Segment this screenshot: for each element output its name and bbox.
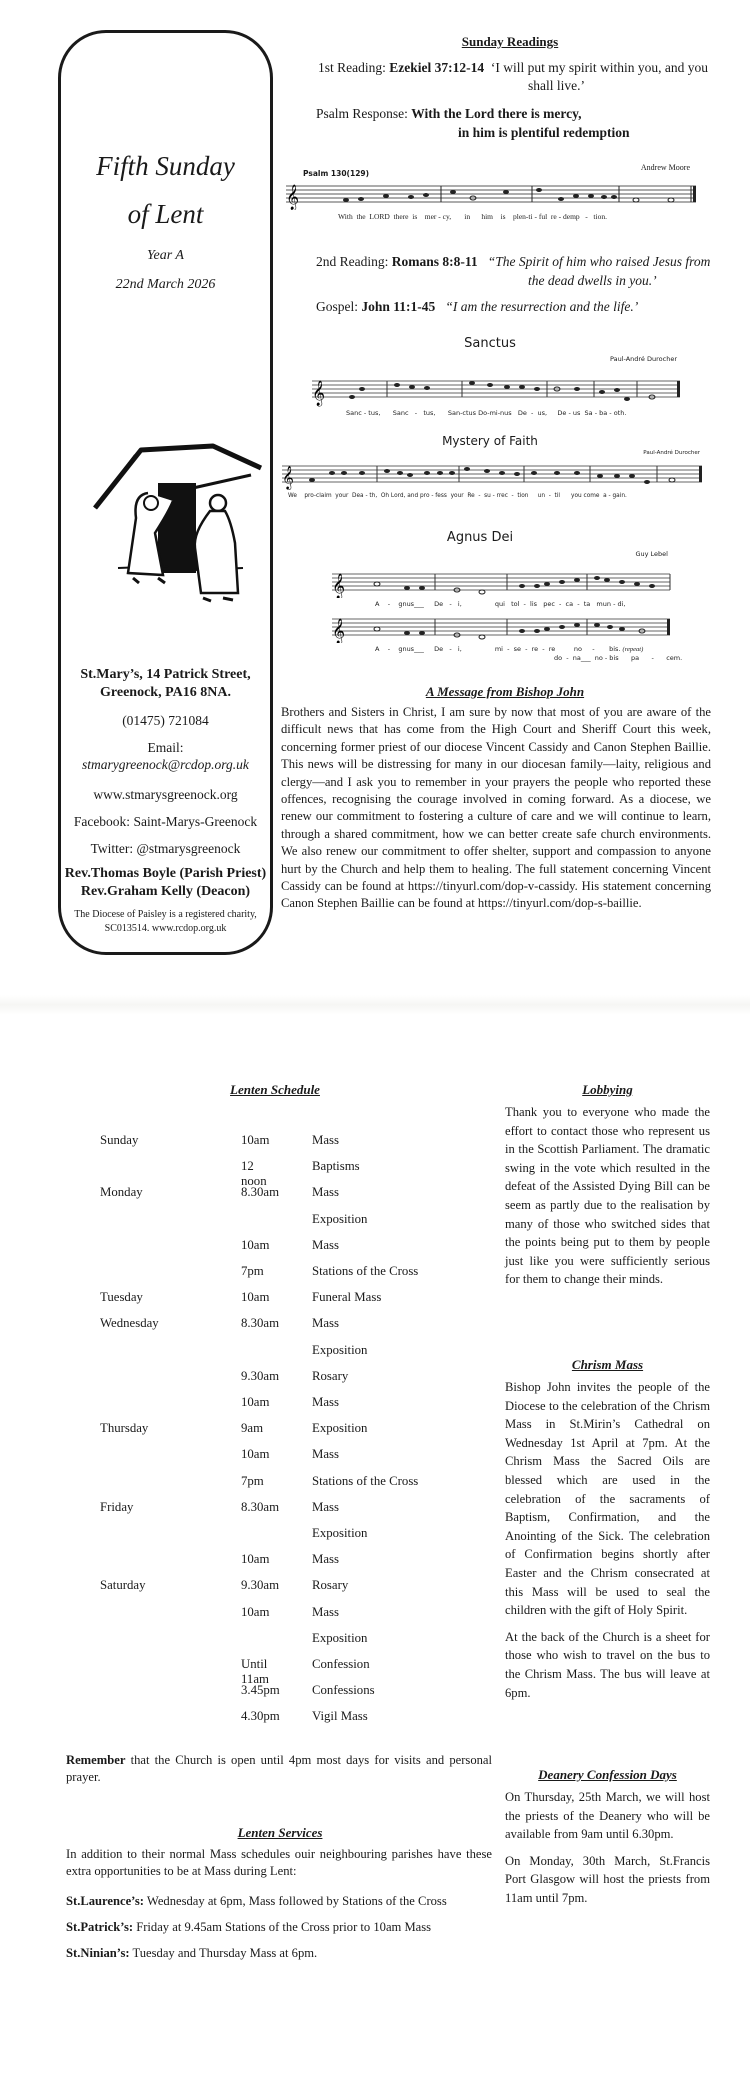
svg-text:𝄞: 𝄞 bbox=[282, 465, 294, 489]
service-detail: Wednesday at 6pm, Mass followed by Stations of the Cross bbox=[144, 1894, 447, 1908]
chrism-mass-body-1: Bishop John invites the people of the Diocese to the celebration of the Chrism Mass in St.Mirin’s Cathedral on Wednesday 1st April at 7pm. At the Chrism Mass the Sacred Oils are blessed which are used in the celebration of the sacraments of Baptism, Confirmation, and the Anointing of the Sick. The celebration of Confirmation begins shortly after Easter and the Chrism consecrated at this Mass will be used to seal the children with the gift of Holy Spirit. bbox=[505, 1380, 710, 1618]
psalm-response-line2: in him is plentiful redemption bbox=[458, 125, 630, 140]
facebook-link[interactable]: Facebook: Saint-Marys-Greenock bbox=[73, 814, 258, 829]
agnus-title: Agnus Dei bbox=[446, 530, 514, 545]
sanctus-lyrics: Sanc - tus, Sanc - tus, San-ctus Do-mi-nus De - us, De - us Sa - ba - oth. bbox=[346, 409, 627, 417]
mystery-lyrics: We pro-claim your Dea - th, Oh Lord, and pro - fess your Re - su - rrec - tion un - til you come a - gain. bbox=[288, 493, 627, 499]
schedule-heading: Lenten Schedule bbox=[230, 1082, 320, 1097]
page-2 bbox=[0, 1015, 750, 2100]
lenten-service-item bbox=[66, 1940, 496, 1966]
schedule-time: 10am bbox=[241, 1133, 270, 1147]
lobbying-heading: Lobbying bbox=[582, 1082, 633, 1097]
charity-line2: SC013514. www.rcdop.org.uk bbox=[104, 923, 227, 934]
schedule-event: Mass bbox=[312, 1499, 340, 1514]
music-staff-icon bbox=[332, 568, 672, 598]
mystery-title: Mystery of Faith bbox=[442, 434, 538, 448]
svg-text:𝄞: 𝄞 bbox=[286, 185, 300, 210]
agnus-lyrics-2b: do - na___ no - bis pa - cem. bbox=[554, 654, 683, 662]
schedule-event: Exposition bbox=[312, 1211, 368, 1226]
schedule-event: Rosary bbox=[312, 1368, 349, 1383]
email-label: Email: bbox=[147, 740, 184, 755]
schedule-time: 10am bbox=[241, 1447, 270, 1462]
music-staff-icon bbox=[282, 462, 704, 490]
chrism-mass-heading: Chrism Mass bbox=[571, 1357, 644, 1372]
page-1 bbox=[0, 0, 750, 1000]
psalm-lyrics: With the LORD there is mer - cy, in him is plen-ti - ful re - demp - tion. bbox=[338, 212, 607, 221]
charity-line1: The Diocese of Paisley is a registered charity, bbox=[74, 909, 257, 920]
page-divider bbox=[0, 995, 750, 1015]
phone-number: (01475) 721084 bbox=[122, 713, 209, 728]
music-staff-icon bbox=[286, 180, 698, 210]
sanctus-composer: Paul-André Durocher bbox=[609, 355, 677, 363]
schedule-time: 3.45pm bbox=[241, 1683, 280, 1698]
svg-text:𝄞: 𝄞 bbox=[312, 381, 326, 406]
bishop-message-heading: A Message from Bishop John bbox=[425, 684, 585, 699]
schedule-event: Rosary bbox=[312, 1578, 349, 1593]
schedule-event: Mass bbox=[312, 1237, 340, 1252]
second-reading bbox=[316, 252, 710, 271]
schedule-event: Mass bbox=[312, 1185, 340, 1200]
schedule-event: Funeral Mass bbox=[312, 1290, 382, 1305]
psalm-response-line1: With the Lord there is mercy, bbox=[411, 106, 582, 121]
bishop-message-body: Brothers and Sisters in Christ, I am sure by now that most of you are aware of the difficult news that has come from the High Court and Sheriff Court this week, concerning former priest of our diocese Vincent Cassidy and Canon Stephen Baillie. This news will be distressing for many in our diocesan family—laity, religious and clergy—and I ask you to remember in your prayers the people who reported these offences, recognising the courage involved in coming forward. As a diocese, we renew our commitment to fostering a culture of care and we will continue to learn, through a shared commitment, how we can better create safe church environments. We also renew our commitment to offer shelter, support and compassion to anyone hurt by the Church and help them to healing. The full statement concerning Vincent Cassidy can be found at https://tinyurl.com/dop-v-cassidy. His statement concerning Canon Stephen Baillie can be found at https://tinyurl.com/dop-s-baillie. bbox=[281, 705, 711, 911]
remember-bold: Remember bbox=[66, 1753, 126, 1767]
schedule-event: Exposition bbox=[312, 1526, 368, 1540]
schedule-event: Mass bbox=[312, 1447, 340, 1462]
schedule-event: Mass bbox=[312, 1395, 340, 1409]
email-link[interactable]: stmarygreenock@rcdop.org.uk bbox=[82, 757, 249, 772]
agnus-lyrics-1: A - gnus___ De - i, qui tol - lis pec - ca - ta mun - di, bbox=[375, 600, 626, 608]
remember-note bbox=[66, 1752, 492, 1787]
first-reading-label: 1st Reading: bbox=[318, 60, 390, 75]
readings-heading: Sunday Readings bbox=[461, 34, 559, 49]
schedule-event: Stations of the Cross bbox=[312, 1264, 419, 1278]
deanery-heading: Deanery Confession Days bbox=[538, 1767, 677, 1782]
schedule-day: Monday bbox=[100, 1185, 143, 1200]
schedule-event: Stations of the Cross bbox=[312, 1473, 419, 1488]
schedule-day: Saturday bbox=[100, 1578, 146, 1593]
address-line2: Greenock, PA16 8NA. bbox=[100, 685, 231, 700]
schedule-time: 8.30am bbox=[241, 1185, 280, 1200]
agnus-composer: Guy Lebel bbox=[635, 550, 668, 558]
psalm-label: Psalm 130(129) bbox=[303, 169, 370, 178]
schedule-event: Mass bbox=[312, 1133, 340, 1147]
schedule-time: 7pm bbox=[241, 1473, 264, 1488]
deanery-body-1: On Thursday, 25th March, we will host the priests of the Deanery who will be available from 9am until 6.30pm. bbox=[505, 1790, 710, 1842]
psalm-response-label: Psalm Response: bbox=[316, 106, 412, 121]
schedule-day: Wednesday bbox=[100, 1316, 159, 1331]
deanery-body-2: On Monday, 30th March, St.Francis Port Glasgow will host the priests from 11am until 7pm. bbox=[505, 1853, 710, 1905]
schedule-time: 9.30am bbox=[241, 1578, 280, 1593]
cover-date: 22nd March 2026 bbox=[115, 277, 216, 292]
schedule-time: Until 11am bbox=[241, 1657, 269, 1686]
agnus-lyrics-2a-text: A - gnus___ De - i, mi - se - re - re no - bis. bbox=[375, 645, 621, 653]
schedule-event: Baptisms bbox=[312, 1159, 360, 1174]
lobbying-body: Thank you to everyone who made the effort to contact those who represent us in the Scottish Parliament. The dramatic swing in the vote which resulted in the defeat of the Assisted Dying Bill can be seem as partly due to the realisation by many of those who switched sides that the points being put to them by people just like you were sufficiently serious for them to change their minds. bbox=[505, 1105, 710, 1287]
schedule-event: Mass bbox=[312, 1316, 340, 1331]
svg-text:𝄞: 𝄞 bbox=[332, 619, 346, 643]
lenten-service-item bbox=[66, 1914, 496, 1940]
schedule-day: Sunday bbox=[100, 1133, 139, 1147]
agnus-staff-1 bbox=[332, 568, 672, 598]
lazarus-tomb-illustration bbox=[73, 433, 263, 623]
music-staff-icon bbox=[332, 613, 672, 643]
schedule-day: Thursday bbox=[100, 1421, 149, 1436]
lobbying-section bbox=[505, 1082, 710, 1289]
schedule-event: Mass bbox=[312, 1552, 340, 1567]
schedule-time: 10am bbox=[241, 1552, 270, 1567]
first-reading bbox=[318, 58, 718, 77]
lenten-services-heading: Lenten Services bbox=[237, 1825, 323, 1840]
second-reading-label: 2nd Reading: bbox=[316, 254, 392, 269]
second-reading-quote-1: “The Spirit of him who raised Jesus from bbox=[487, 254, 711, 269]
parish-priest: Rev.Thomas Boyle (Parish Priest) bbox=[64, 866, 267, 881]
music-staff-icon bbox=[312, 375, 682, 407]
service-parish: St.Ninian’s: bbox=[66, 1946, 130, 1960]
mystery-staff bbox=[282, 462, 704, 490]
gospel bbox=[316, 297, 638, 316]
schedule-time: 4.30pm bbox=[241, 1709, 280, 1724]
service-detail: Tuesday and Thursday Mass at 6pm. bbox=[129, 1946, 318, 1960]
address-line1: St.Mary’s, 14 Patrick Street, bbox=[80, 667, 251, 682]
sanctus-staff bbox=[312, 375, 682, 407]
deacon: Rev.Graham Kelly (Deacon) bbox=[80, 884, 251, 899]
schedule-time: 7pm bbox=[241, 1264, 264, 1278]
service-parish: St.Patrick’s: bbox=[66, 1920, 134, 1934]
service-parish: St.Laurence’s: bbox=[66, 1894, 145, 1908]
sanctus-title: Sanctus bbox=[464, 336, 516, 351]
schedule-event: Confession bbox=[312, 1657, 370, 1671]
service-detail: Friday at 9.45am Stations of the Cross prior to 10am Mass bbox=[133, 1920, 432, 1934]
schedule-time: 10am bbox=[241, 1290, 270, 1305]
schedule-day: Friday bbox=[100, 1499, 134, 1514]
psalm-staff bbox=[286, 180, 698, 210]
twitter-link[interactable]: Twitter: @stmarysgreenock bbox=[90, 841, 241, 856]
tomb-illustration-icon bbox=[73, 433, 263, 623]
chrism-mass-body-2: At the back of the Church is a sheet for those who wish to travel on the bus to the Chrism Mass. The bus will leave at 6pm. bbox=[505, 1629, 710, 1700]
cover-title-line2: of Lent bbox=[127, 199, 204, 229]
lenten-services-list bbox=[66, 1888, 496, 1966]
schedule-day: Tuesday bbox=[100, 1290, 143, 1305]
cover-card bbox=[58, 30, 273, 955]
first-reading-ref: Ezekiel 37:12-14 bbox=[389, 60, 485, 75]
chrism-mass-section bbox=[505, 1357, 710, 1702]
gospel-quote: “I am the resurrection and the life.’ bbox=[445, 299, 639, 314]
schedule-event: Exposition bbox=[312, 1342, 368, 1357]
schedule-time: 12 noon bbox=[241, 1159, 267, 1189]
deanery-section bbox=[505, 1767, 710, 1908]
lenten-services-intro: In addition to their normal Mass schedules ouir neighbouring parishes have these extra opportunities to be at Mass during Lent: bbox=[66, 1847, 492, 1879]
schedule-event: Mass bbox=[312, 1604, 340, 1619]
website-link[interactable]: www.stmarysgreenock.org bbox=[93, 787, 238, 802]
schedule-time: 10am bbox=[241, 1604, 270, 1619]
agnus-staff-2 bbox=[332, 613, 672, 643]
psalm-composer: Andrew Moore bbox=[640, 163, 690, 172]
first-reading-quote-2: shall live.’ bbox=[528, 78, 585, 93]
schedule-time: 10am bbox=[241, 1395, 270, 1409]
lenten-service-item bbox=[66, 1888, 496, 1914]
schedule-time: 9am bbox=[241, 1421, 264, 1436]
schedule-event: Exposition bbox=[312, 1421, 368, 1436]
agnus-repeat: (repeat) bbox=[622, 646, 644, 653]
schedule-event: Vigil Mass bbox=[312, 1709, 368, 1724]
gospel-ref: John 11:1-45 bbox=[361, 299, 436, 314]
schedule-time: 8.30am bbox=[241, 1499, 280, 1514]
schedule-event: Confessions bbox=[312, 1683, 375, 1698]
mystery-composer: Paul-André Durocher bbox=[643, 450, 700, 456]
schedule-time: 8.30am bbox=[241, 1316, 280, 1331]
schedule-time: 10am bbox=[241, 1237, 270, 1252]
gospel-label: Gospel: bbox=[316, 299, 362, 314]
cover-title-line1: Fifth Sunday bbox=[96, 151, 235, 181]
schedule-event: Exposition bbox=[312, 1630, 368, 1645]
remember-text: that the Church is open until 4pm most days for visits and personal prayer. bbox=[66, 1753, 492, 1785]
second-reading-quote-2: the dead dwells in you.’ bbox=[528, 273, 657, 288]
psalm-response bbox=[316, 104, 582, 123]
cover-year: Year A bbox=[147, 248, 184, 263]
agnus-lyrics-2a bbox=[375, 645, 643, 653]
schedule-time: 9.30am bbox=[241, 1368, 280, 1383]
second-reading-ref: Romans 8:8-11 bbox=[391, 254, 478, 269]
first-reading-quote-1: ‘I will put my spirit within you, and you bbox=[490, 60, 708, 75]
svg-text:𝄞: 𝄞 bbox=[332, 574, 346, 598]
